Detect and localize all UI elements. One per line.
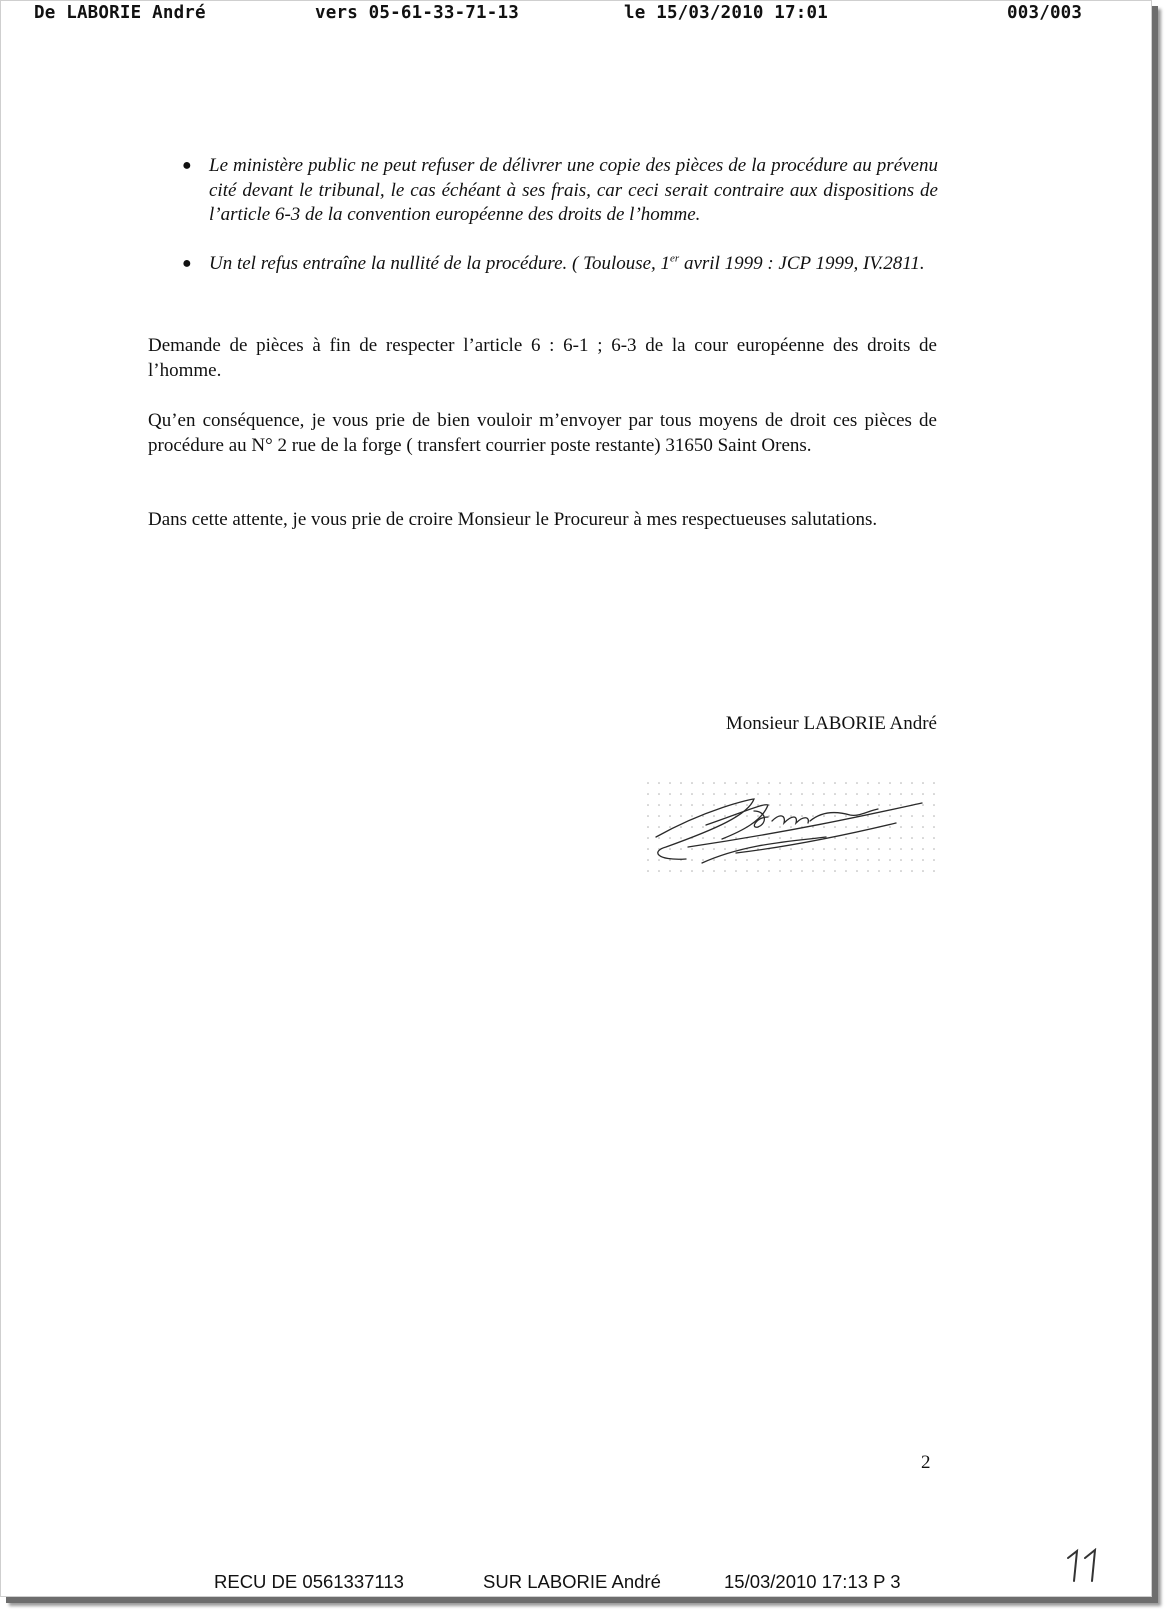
paragraph-salutations: Dans cette attente, je vous prie de croire Monsieur le Procureur à mes respectueuses salutations. xyxy=(148,509,878,530)
bullet-text-before: Un tel refus entraîne la nullité de la procédure. ( Toulouse, 1 xyxy=(209,252,671,274)
page-number: 2 xyxy=(921,1452,931,1473)
fax-header xyxy=(1,3,1153,27)
bullet-item xyxy=(182,154,938,228)
handwritten-signature xyxy=(646,781,936,886)
ordinal-superscript: er xyxy=(670,252,680,265)
fax-received-from: RECU DE 0561337113 xyxy=(214,1571,404,1592)
fax-page-count: 003/003 xyxy=(1007,3,1083,23)
fax-received-timestamp: 15/03/2010 17:13 P 3 xyxy=(724,1571,901,1592)
fax-send-date: le 15/03/2010 17:01 xyxy=(624,3,828,23)
bullet-list xyxy=(182,154,938,300)
bullet-dot-icon: ● xyxy=(182,157,192,174)
bullet-dot-icon: ● xyxy=(182,254,192,272)
bullet-text-after: avril 1999 : JCP 1999, IV.2811. xyxy=(679,252,925,274)
fax-footer xyxy=(1,1571,1153,1595)
bullet-item xyxy=(182,252,938,277)
bullet-text: Le ministère public ne peut refuser de délivrer une copie des pièces de la procédure au prévenu cité devant le tribunal, le cas échéant à ses frais, car ceci serait contraire aux dispositions de l’article 6-3 de la convention européenne des droits de l’homme. xyxy=(209,155,938,225)
handwritten-page-number xyxy=(1065,1548,1105,1589)
paragraph-consequence: Qu’en conséquence, je vous prie de bien vouloir m’envoyer par tous moyens de droit ces pièces de procédure au N° 2 rue de la forge ( transfert courrier poste restante) 31650 Saint Orens. xyxy=(148,410,937,456)
signatory-name: Monsieur LABORIE André xyxy=(725,713,937,734)
fax-sender: De LABORIE André xyxy=(34,3,206,23)
fax-received-by: SUR LABORIE André xyxy=(483,1571,661,1592)
paragraph-demande: Demande de pièces à fin de respecter l’article 6 : 6-1 ; 6-3 de la cour européenne des droits de l’homme. xyxy=(148,335,937,381)
fax-recipient-number: vers 05-61-33-71-13 xyxy=(315,3,519,23)
